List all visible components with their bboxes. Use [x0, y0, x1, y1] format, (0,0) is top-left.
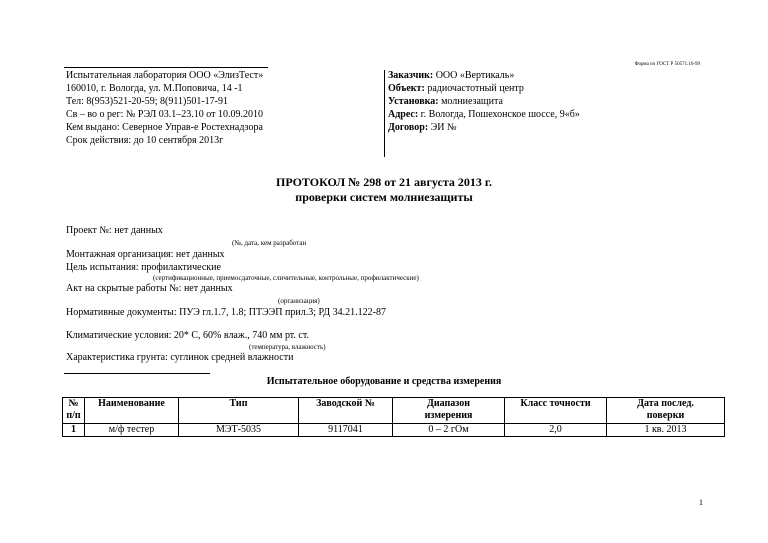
protocol-subtitle: проверки систем молниезащиты — [295, 190, 473, 204]
top-rule — [64, 67, 268, 68]
header-label: Заводской № — [316, 398, 375, 409]
protocol-title: ПРОТОКОЛ № 298 от 21 августа 2013 г. — [275, 175, 492, 189]
contract-label: Договор: — [388, 122, 429, 133]
purpose-hint: (сертификационные, приемосдаточные, сличительные, контрольные, профилактические) — [153, 274, 419, 282]
contract-value: ЭИ № — [428, 122, 457, 133]
address-value: г. Вологда, Пошехонское шоссе, 9«б» — [418, 109, 580, 120]
measure-range: 0 – 2 гОм — [393, 424, 505, 437]
column-divider — [384, 70, 385, 157]
col-accuracy-header — [505, 398, 607, 424]
col-name-header — [85, 398, 179, 424]
mounting-field: Монтажная организация: нет данных — [66, 249, 225, 260]
hidden-works-field: Акт на скрытые работы №: нет данных — [66, 283, 233, 294]
serial-number: 9117041 — [299, 424, 393, 437]
object-row — [388, 82, 524, 95]
header-label: № п/п — [66, 398, 81, 421]
installation-value: молниезащита — [438, 96, 503, 107]
address-label: Адрес: — [388, 109, 419, 120]
address-row — [388, 108, 580, 121]
equipment-title: Испытательное оборудование и средства измерения — [266, 376, 502, 387]
object-label: Объект: — [388, 83, 425, 94]
project-hint: (№, дата, кем разработан — [232, 239, 307, 247]
lab-line: Кем выдано: Северное Управ-е Ростехнадзора — [66, 122, 263, 133]
customer-label: Заказчик: — [388, 70, 434, 81]
header-label: Класс точности — [520, 398, 591, 409]
header-label: Наименование — [98, 398, 165, 409]
device-type: МЭТ-5035 — [179, 424, 299, 437]
col-date-header — [607, 398, 725, 424]
last-check-date: 1 кв. 2013 — [607, 424, 725, 437]
customer-row — [388, 69, 514, 82]
lab-line: 160010, г. Вологда, ул. М.Поповича, 14 -1 — [66, 83, 243, 94]
col-serial-header — [299, 398, 393, 424]
table-header-row — [63, 398, 725, 424]
form-note: Форма по ГОСТ Р 50571.16-99 — [634, 62, 700, 67]
accuracy-class: 2,0 — [505, 424, 607, 437]
installation-label: Установка: — [388, 96, 439, 107]
purpose-field: Цель испытания: профилактические — [66, 262, 221, 273]
page-number: 1 — [699, 498, 703, 507]
row-number: 1 — [63, 424, 85, 437]
header-label: Тип — [229, 398, 248, 409]
customer-value: ООО «Вертикаль» — [433, 70, 515, 81]
lab-line: Тел: 8(953)521-20-59; 8(911)501-17-91 — [66, 96, 228, 107]
lab-line: Св – во о рег: № РЭЛ 03.1–23.10 от 10.09.2010 — [66, 109, 263, 120]
hidden-works-hint: (организация) — [278, 297, 320, 305]
object-value: радиочастотный центр — [424, 83, 524, 94]
section-rule — [64, 373, 210, 374]
header-label: Диапазон измерения — [424, 398, 473, 421]
lab-line: Испытательная лаборатория ООО «ЭлизТест» — [66, 70, 264, 81]
table-row — [63, 424, 725, 437]
installation-row — [388, 95, 503, 108]
device-name: м/ф тестер — [85, 424, 179, 437]
climate-hint: (температура, влажность) — [249, 343, 326, 351]
equipment-table — [62, 397, 725, 437]
col-type-header — [179, 398, 299, 424]
col-number-header — [63, 398, 85, 424]
norm-docs-field: Нормативные документы: ПУЭ гл.1.7, 1.8; ПТЭЭП прил.3; РД 34.21.122-87 — [66, 307, 386, 318]
project-field: Проект №: нет данных — [66, 225, 163, 236]
climate-field: Климатические условия: 20* С, 60% влаж., 740 мм рт. ст. — [66, 330, 309, 341]
header-label: Дата послед. поверки — [637, 398, 694, 421]
lab-line: Срок действия: до 10 сентября 2013г — [66, 135, 224, 146]
contract-row — [388, 121, 457, 134]
soil-field: Характеристика грунта: суглинок средней влажности — [66, 352, 294, 363]
col-range-header — [393, 398, 505, 424]
